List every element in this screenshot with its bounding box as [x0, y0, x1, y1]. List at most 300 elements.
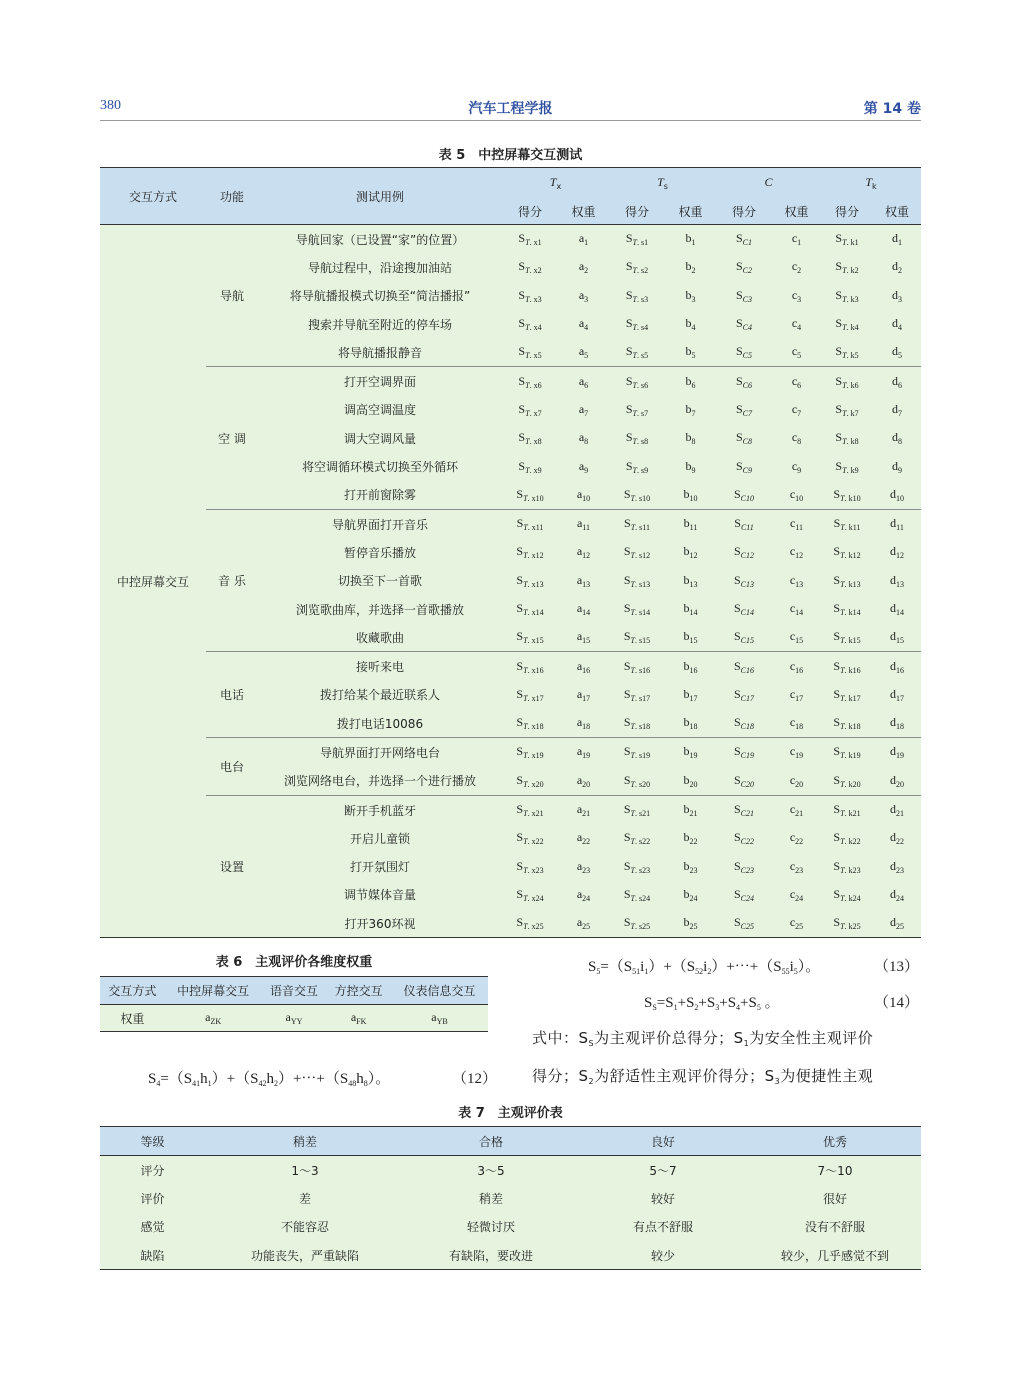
table7-cell: 7～10	[817, 1163, 853, 1178]
table7-row	[100, 1184, 921, 1213]
weight-cell: $b_2$	[685, 259, 696, 276]
formula-14-number: （14）	[874, 995, 920, 1011]
weight-cell: $d_{22}$	[890, 830, 904, 847]
score-cell: $S_{T. k3}$	[835, 287, 859, 304]
score-cell: $S_{T. x5}$	[518, 344, 542, 361]
weight-cell: $c_{23}$	[789, 858, 804, 875]
weight-cell: $c_{14}$	[789, 601, 804, 617]
score-cell: $S_{C15}$	[733, 629, 755, 646]
table7-cell: 有点不舒服	[632, 1220, 693, 1235]
table6-header: 语音交互	[269, 984, 318, 998]
mode-cell: 中控屏幕交互	[116, 574, 189, 589]
score-cell: $S_{T. s6}$	[609, 367, 665, 396]
score-cell: $S_{T. s21}$	[609, 795, 665, 824]
running-header	[100, 98, 921, 118]
score-cell: $S_{C4}$	[735, 316, 753, 333]
weight-cell: $a_{21}$	[558, 795, 609, 824]
weight-cell: $a_5$	[578, 344, 589, 361]
group-sub: x	[556, 182, 562, 191]
test-case: 打开氛围灯	[349, 860, 410, 875]
score-cell: $S_{T. s3}$	[625, 287, 649, 304]
weight-cell: $a_{18}$	[576, 715, 591, 732]
score-cell: $S_{C21}$	[716, 795, 772, 824]
weight-header: 权重	[571, 204, 596, 219]
score-cell: $S_{T. x10}$	[516, 486, 544, 503]
weight-cell: $d_{13}$	[890, 572, 904, 589]
score-cell: $S_{T. x4}$	[518, 316, 542, 333]
weight-cell: $b_{14}$	[683, 601, 698, 617]
score-cell: $S_{C25}$	[733, 915, 755, 932]
weight-cell: $b_7$	[685, 401, 696, 418]
table7-cell: 很好	[822, 1191, 847, 1206]
score-cell: $S_{T. x8}$	[518, 430, 542, 447]
score-cell: $S_{T. k23}$	[833, 858, 861, 875]
weight-cell: $c_7$	[791, 401, 802, 418]
weight-cell: $b_5$	[685, 344, 696, 361]
weight-cell: $a_6$	[558, 367, 609, 396]
formula-12: $S_4=(S_{41}h_1)+(S_{42}h_2)+\cdots+(S_{48}h_8)$。	[148, 1071, 391, 1088]
group-tk	[821, 168, 921, 199]
table6-header: 中控屏幕交互	[177, 984, 250, 998]
weight-cell: $a_7$	[578, 401, 589, 418]
weight-cell: $c_{18}$	[789, 715, 804, 732]
test-case: 接听来电	[258, 652, 502, 681]
col-mode: 交互方式	[128, 189, 177, 204]
test-case: 搜索并导航至附近的停车场	[307, 317, 452, 332]
score-cell: $S_{T. s20}$	[623, 772, 651, 789]
weight-cell: $c_{20}$	[789, 772, 804, 789]
weight-cell: $d_{25}$	[890, 915, 904, 932]
weight-cell: $b_{18}$	[683, 715, 698, 732]
value-base: a	[205, 1010, 211, 1024]
journal-title: 汽车工程学报	[468, 101, 553, 117]
test-case: 拨打给某个最近联系人	[319, 688, 440, 703]
table7-cell: 较好	[650, 1191, 675, 1206]
test-case: 打开360环视	[344, 916, 416, 931]
func-cell: 电台	[206, 738, 258, 796]
score-cell: $S_{T. s22}$	[623, 830, 651, 847]
score-cell: $S_{C24}$	[733, 886, 755, 903]
table7	[100, 1126, 921, 1270]
weight-cell: $a_{25}$	[576, 915, 591, 932]
table7-row	[100, 1241, 921, 1270]
score-header: 得分	[517, 204, 542, 219]
score-cell: $S_{T. k17}$	[833, 686, 861, 703]
table7-caption: 表 7 主观评价表	[458, 1106, 563, 1121]
col-func: 功能	[219, 189, 244, 204]
score-cell: $S_{T. s17}$	[623, 686, 651, 703]
value-sub: YY	[290, 1017, 303, 1026]
test-case: 打开前窗除雾	[343, 488, 416, 503]
test-case: 调高空调温度	[343, 403, 416, 418]
weight-cell: $d_{18}$	[890, 715, 904, 732]
weight-cell: $d_{19}$	[873, 738, 921, 767]
table7-cell: 差	[298, 1191, 311, 1206]
weight-cell: $d_6$	[873, 367, 921, 396]
test-case: 打开空调界面	[258, 367, 502, 396]
table-row	[100, 509, 921, 538]
table7-row-label: 评价	[140, 1191, 165, 1206]
weight-cell: $d_{24}$	[890, 886, 904, 903]
weight-cell: $b_{12}$	[683, 544, 698, 561]
score-cell: $S_{T. s18}$	[623, 715, 651, 732]
value-base: a	[431, 1010, 437, 1024]
weight-cell: $b_3$	[685, 287, 696, 304]
formula-12-number: （12）	[452, 1071, 498, 1087]
weight-cell: $d_{10}$	[890, 486, 904, 503]
weight-cell: $c_4$	[791, 316, 802, 333]
weight-cell: $d_{23}$	[890, 858, 904, 875]
table7-header: 合格	[478, 1134, 503, 1149]
score-cell: $S_{T. k22}$	[833, 830, 861, 847]
table7-cell: 有缺陷，要改进	[448, 1248, 533, 1263]
weight-cell: $b_{25}$	[683, 915, 698, 932]
weight-cell: $a_{22}$	[576, 830, 591, 847]
score-cell: $S_{T. s16}$	[609, 652, 665, 681]
test-case: 导航回家（已设置“家”的位置）	[295, 232, 465, 247]
table7-header: 稍差	[292, 1134, 317, 1149]
score-cell: $S_{T. x24}$	[516, 886, 544, 903]
value-sub: YB	[436, 1017, 448, 1026]
weight-cell: $b_8$	[685, 430, 696, 447]
table6-value	[391, 1005, 488, 1032]
group-ts	[609, 168, 716, 199]
test-case: 导航界面打开音乐	[258, 509, 502, 538]
score-cell: $S_{T. k11}$	[821, 509, 873, 538]
weight-cell: $d_7$	[892, 401, 902, 418]
score-cell: $S_{T. x12}$	[516, 544, 544, 561]
score-cell: $S_{T. s15}$	[623, 629, 651, 646]
weight-cell: $b_6$	[665, 367, 716, 396]
weight-cell: $b_{23}$	[683, 858, 698, 875]
weight-cell: $d_4$	[892, 316, 902, 333]
weight-cell: $d_5$	[892, 344, 902, 361]
weight-cell: $b_4$	[685, 316, 696, 333]
test-case: 将空调循环模式切换至外循环	[301, 460, 458, 475]
weight-header: 权重	[784, 204, 809, 219]
weight-cell: $a_{10}$	[576, 486, 591, 503]
weight-cell: $d_{17}$	[890, 686, 904, 703]
score-cell: $S_{T. x14}$	[516, 601, 544, 617]
func-cell: 电话	[206, 652, 258, 738]
weight-cell: $b_{19}$	[665, 738, 716, 767]
score-cell: $S_{C18}$	[733, 715, 755, 732]
weight-cell: $d_8$	[892, 430, 902, 447]
score-cell: $S_{T. k8}$	[835, 430, 859, 447]
test-case: 断开手机蓝牙	[258, 795, 502, 824]
score-cell: $S_{T. s7}$	[625, 401, 649, 418]
table7-cell: 5～7	[649, 1163, 677, 1178]
volume-label: 第 14 卷	[863, 101, 921, 117]
score-cell: $S_{T. k21}$	[821, 795, 873, 824]
weight-cell: $b_{10}$	[683, 486, 698, 503]
table6-value	[326, 1005, 391, 1032]
score-cell: $S_{T. x16}$	[502, 652, 558, 681]
weight-cell: $a_3$	[578, 287, 589, 304]
test-case: 拨打电话10086	[336, 716, 424, 731]
weight-cell: $d_9$	[892, 458, 902, 475]
group-sub: s	[663, 182, 668, 191]
weight-cell: $c_2$	[791, 259, 802, 276]
table7-header: 等级	[140, 1134, 165, 1149]
weight-cell: $d_{12}$	[890, 544, 904, 561]
weight-cell: $d_3$	[892, 287, 902, 304]
score-cell: $S_{T. k10}$	[833, 486, 861, 503]
weight-cell: $c_{12}$	[789, 544, 804, 561]
weight-cell: $c_8$	[791, 430, 802, 447]
score-cell: $S_{C23}$	[733, 858, 755, 875]
weight-cell: $c_{17}$	[789, 686, 804, 703]
weight-cell: $d_{15}$	[890, 629, 904, 646]
weight-cell: $d_2$	[892, 259, 902, 276]
score-cell: $S_{T. x7}$	[518, 401, 542, 418]
table7-row-label: 感觉	[140, 1220, 165, 1235]
score-cell: $S_{T. k25}$	[833, 915, 861, 932]
score-cell: $S_{T. x20}$	[516, 772, 544, 789]
test-case: 将导航播报模式切换至“简洁播报”	[289, 289, 471, 304]
header-rule	[100, 120, 921, 121]
weight-cell: $d_{14}$	[890, 601, 904, 617]
table6-row-label: 权重	[120, 1011, 145, 1026]
weight-cell: $d_{20}$	[890, 772, 904, 789]
group-letter: T	[865, 175, 873, 189]
para-line-2: 得分；$S_2$为舒适性主观评价得分；$S_3$为便捷性主观	[532, 1067, 874, 1086]
score-cell: $S_{T. s4}$	[625, 316, 649, 333]
test-case: 导航过程中，沿途搜加油站	[307, 260, 452, 275]
score-cell: $S_{C10}$	[733, 486, 755, 503]
score-cell: $S_{T. s2}$	[625, 259, 649, 276]
table7-cell: 较少	[650, 1248, 675, 1263]
score-cell: $S_{T. s12}$	[623, 544, 651, 561]
test-case: 浏览歌曲库，并选择一首歌播放	[295, 602, 464, 617]
score-cell: $S_{T. s24}$	[623, 886, 651, 903]
score-cell: $S_{C3}$	[735, 287, 753, 304]
group-letter: C	[764, 175, 773, 189]
weight-cell: $d_{11}$	[873, 509, 921, 538]
score-cell: $S_{T. x17}$	[516, 686, 544, 703]
score-cell: $S_{T. k9}$	[835, 458, 859, 475]
group-sub: k	[872, 182, 877, 191]
weight-cell: $a_9$	[578, 458, 589, 475]
table7-cell: 不能容忍	[280, 1220, 329, 1235]
score-cell: $S_{T. x2}$	[518, 259, 542, 276]
score-cell: $S_{C14}$	[733, 601, 755, 617]
score-cell: $S_{T. s10}$	[623, 486, 651, 503]
score-cell: $S_{T. s8}$	[625, 430, 649, 447]
weight-cell: $b_{24}$	[683, 886, 698, 903]
score-cell: $S_{T. x25}$	[516, 915, 544, 932]
test-case: 暂停音乐播放	[343, 545, 416, 560]
score-cell: $S_{T. k7}$	[835, 401, 859, 418]
score-cell: $S_{T. k5}$	[835, 344, 859, 361]
weight-cell: $c_{16}$	[772, 652, 821, 681]
score-cell: $S_{C2}$	[735, 259, 753, 276]
score-cell: $S_{C19}$	[716, 738, 772, 767]
score-cell: $S_{T. k14}$	[833, 601, 861, 617]
score-cell: $S_{T. s1}$	[625, 231, 649, 248]
score-cell: $S_{T. s11}$	[609, 509, 665, 538]
weight-cell: $c_3$	[791, 287, 802, 304]
table5	[100, 167, 921, 938]
score-header: 得分	[624, 204, 649, 219]
score-cell: $S_{T. k1}$	[835, 231, 859, 248]
weight-cell: $a_4$	[578, 316, 589, 333]
test-case: 将导航播报静音	[337, 345, 422, 360]
score-cell: $S_{C13}$	[733, 572, 755, 589]
test-case: 调节媒体音量	[343, 888, 416, 903]
score-cell: $S_{C5}$	[735, 344, 753, 361]
weight-cell: $b_1$	[685, 231, 696, 248]
table7-header: 优秀	[822, 1134, 847, 1149]
weight-cell: $a_{23}$	[576, 858, 591, 875]
weight-cell: $a_{13}$	[576, 572, 591, 589]
score-cell: $S_{T. s19}$	[609, 738, 665, 767]
score-cell: $S_{T. x22}$	[516, 830, 544, 847]
weight-cell: $a_{19}$	[558, 738, 609, 767]
weight-cell: $b_{21}$	[665, 795, 716, 824]
score-cell: $S_{T. x11}$	[502, 509, 558, 538]
table7-cell: 3～5	[477, 1163, 505, 1178]
score-cell: $S_{T. k15}$	[833, 629, 861, 646]
score-header: 得分	[731, 204, 756, 219]
formula-14: $S_S=S_1+S_2+S_3+S_4+S_5$ 。	[644, 995, 780, 1012]
table7-header: 良好	[650, 1134, 675, 1149]
weight-cell: $a_{14}$	[576, 601, 591, 617]
table7-row-label: 评分	[140, 1163, 165, 1178]
weight-cell: $c_1$	[791, 231, 802, 248]
score-cell: $S_{T. x21}$	[502, 795, 558, 824]
weight-cell: $c_{13}$	[789, 572, 804, 589]
table7-cell: 较少，几乎感觉不到	[780, 1248, 889, 1263]
weight-cell: $a_{24}$	[576, 886, 591, 903]
test-case: 调大空调风量	[343, 431, 416, 446]
func-cell: 设置	[206, 795, 258, 937]
score-cell: $S_{C6}$	[716, 367, 772, 396]
table-row	[100, 225, 921, 254]
value-base: a	[350, 1010, 357, 1024]
score-cell: $S_{C16}$	[716, 652, 772, 681]
score-cell: $S_{T. x1}$	[518, 231, 542, 248]
formula-13: $S_5=(S_{51}i_1)+(S_{52}i_2)+\cdots+(S_{55}i_5)$。	[588, 959, 821, 976]
value-base: a	[285, 1010, 291, 1024]
score-cell: $S_{T. s9}$	[625, 458, 649, 475]
func-cell: 空 调	[206, 367, 258, 509]
group-tx	[502, 168, 609, 199]
func-cell: 导航	[219, 289, 244, 304]
score-cell: $S_{T. x23}$	[516, 858, 544, 875]
score-cell: $S_{T. k12}$	[833, 544, 861, 561]
score-cell: $S_{T. k24}$	[833, 886, 861, 903]
weight-cell: $c_{21}$	[772, 795, 821, 824]
score-cell: $S_{T. x19}$	[502, 738, 558, 767]
group-letter: T	[549, 175, 557, 189]
table5-caption: 表 5 中控屏幕交互测试	[438, 148, 583, 163]
weight-cell: $c_{19}$	[772, 738, 821, 767]
table-row	[100, 367, 921, 396]
test-case: 切换至下一首歌	[337, 574, 422, 589]
score-cell: $S_{T. s5}$	[625, 344, 649, 361]
score-cell: $S_{T. s23}$	[623, 858, 651, 875]
weight-cell: $c_9$	[791, 458, 802, 475]
table7-cell: 没有不舒服	[804, 1220, 865, 1235]
score-cell: $S_{T. k18}$	[833, 715, 861, 732]
func-cell: 音 乐	[206, 509, 258, 651]
score-cell: $S_{C9}$	[735, 458, 753, 475]
para-line-1: 式中：$S_S$为主观评价总得分；$S_1$为安全性主观评价	[532, 1029, 874, 1048]
table6-header: 仪表信息交互	[403, 984, 476, 998]
score-cell: $S_{T. s14}$	[623, 601, 651, 617]
score-cell: $S_{T. k16}$	[821, 652, 873, 681]
table6	[100, 976, 488, 1032]
score-cell: $S_{T. s25}$	[623, 915, 651, 932]
test-case: 浏览网络电台，并选择一个进行播放	[283, 774, 476, 789]
weight-cell: $b_{13}$	[683, 572, 698, 589]
score-cell: $S_{C1}$	[735, 231, 753, 248]
weight-cell: $b_{22}$	[683, 830, 698, 847]
table7-cell: 轻微讨厌	[466, 1220, 515, 1235]
weight-cell: $a_8$	[578, 430, 589, 447]
weight-cell: $d_1$	[892, 231, 902, 248]
weight-cell: $a_{12}$	[576, 544, 591, 561]
weight-cell: $a_{17}$	[576, 686, 591, 703]
score-cell: $S_{T. x6}$	[502, 367, 558, 396]
weight-cell: $c_{10}$	[789, 486, 804, 503]
score-cell: $S_{C8}$	[735, 430, 753, 447]
score-cell: $S_{T. k4}$	[835, 316, 859, 333]
weight-cell: $c_{11}$	[772, 509, 821, 538]
score-cell: $S_{C12}$	[733, 544, 755, 561]
score-cell: $S_{T. x15}$	[516, 629, 544, 646]
table6-value	[262, 1005, 327, 1032]
formula-13-number: （13）	[874, 959, 920, 975]
weight-cell: $a_{15}$	[576, 629, 591, 646]
table7-cell: 1～3	[291, 1163, 319, 1178]
weight-cell: $a_2$	[578, 259, 589, 276]
weight-cell: $a_{20}$	[576, 772, 591, 789]
page-number: 380	[100, 98, 121, 113]
table7-row	[100, 1156, 921, 1185]
table6-header: 交互方式	[108, 984, 157, 998]
weight-cell: $c_{15}$	[789, 629, 804, 646]
score-cell: $S_{C22}$	[733, 830, 755, 847]
weight-cell: $b_9$	[685, 458, 696, 475]
table-row	[100, 738, 921, 767]
weight-cell: $b_{11}$	[665, 509, 716, 538]
weight-cell: $c_{22}$	[789, 830, 804, 847]
weight-cell: $b_{16}$	[665, 652, 716, 681]
weight-cell: $b_{20}$	[683, 772, 698, 789]
score-cell: $S_{T. s13}$	[623, 572, 651, 589]
group-letter: T	[657, 175, 664, 189]
table7-cell: 功能丧失，严重缺陷	[250, 1248, 359, 1263]
weight-header: 权重	[678, 204, 703, 219]
weight-cell: $c_5$	[791, 344, 802, 361]
col-case: 测试用例	[355, 189, 404, 204]
value-sub: ZK	[210, 1017, 222, 1026]
score-cell: $S_{T. k20}$	[833, 772, 861, 789]
weight-cell: $a_{16}$	[558, 652, 609, 681]
weight-cell: $c_{24}$	[789, 886, 804, 903]
score-cell: $S_{T. x18}$	[516, 715, 544, 732]
value-sub: FK	[356, 1017, 367, 1026]
table6-header: 方控交互	[334, 984, 383, 998]
table-row	[100, 795, 921, 824]
group-c	[716, 168, 821, 199]
score-cell: $S_{T. k6}$	[821, 367, 873, 396]
score-cell: $S_{T. k2}$	[835, 259, 859, 276]
weight-header: 权重	[884, 204, 909, 219]
weight-cell: $d_{16}$	[873, 652, 921, 681]
